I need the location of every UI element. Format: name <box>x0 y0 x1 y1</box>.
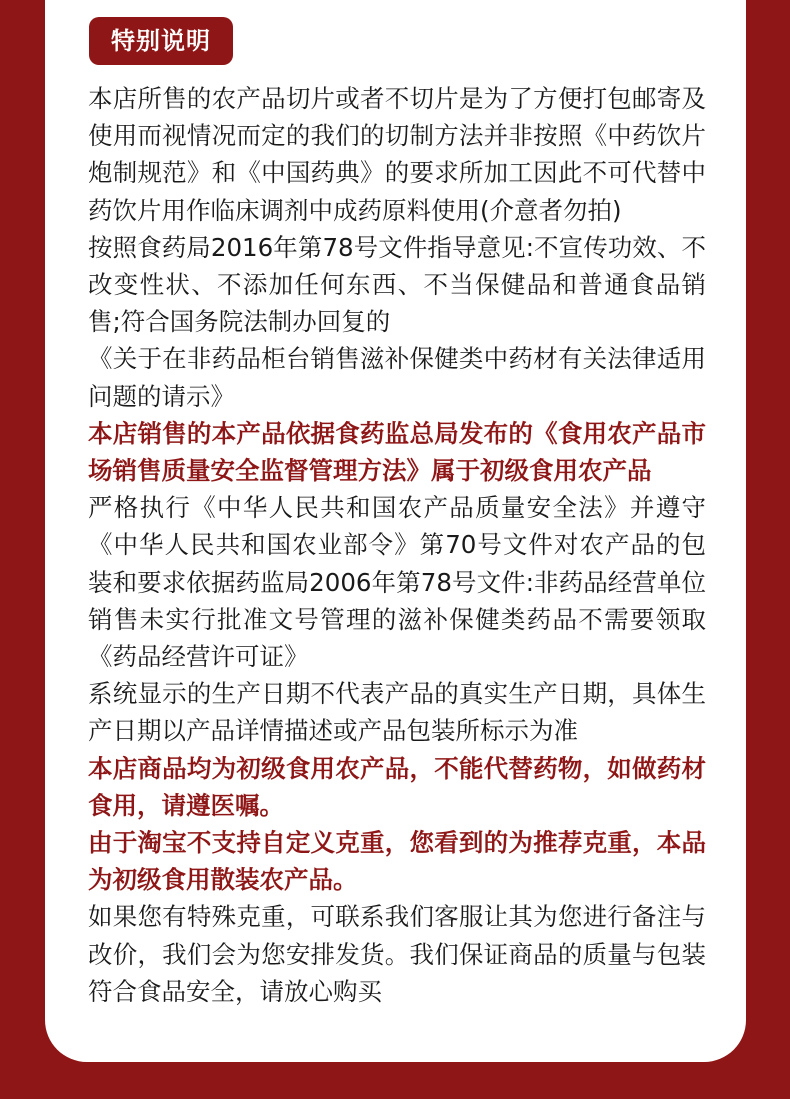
paragraph-not-medicine: 本店商品均为初级食用农产品，不能代替药物，如做药材食用，请遵医嘱。 <box>88 753 706 820</box>
paragraph-custom-weight: 如果您有特殊克重，可联系我们客服让其为您进行备注与改价，我们会为您安排发货。我们保证商品的质量与包装符合食品安全，请放心购买 <box>88 902 706 1006</box>
paragraph-law-compliance: 严格执行《中华人民共和国农产品质量安全法》并遵守《中华人民共和国农业部令》第70号文件对农产品的包装和要求依据药监局2006年第78号文件:非药品经营单位销售未实行批准文号管理的滋补保健类药品不需要领取《药品经营许可证》 <box>88 493 706 672</box>
paragraph-slicing-note: 本店所售的农产品切片或者不切片是为了方便打包邮寄及使用而视情况而定的我们的切制方法并非按照《中药饮片炮制规范》和《中国药典》的要求所加工因此不可代替中药饮片用作临床调剂中成药原料使用(介意者勿拍) <box>88 84 706 225</box>
section-title-badge: 特别说明 <box>89 17 233 65</box>
notice-content <box>88 80 706 1010</box>
paragraph-request-title: 《关于在非药品柜台销售滋补保健类中药材有关法律适用问题的请示》 <box>88 344 706 411</box>
paragraph-production-date: 系统显示的生产日期不代表产品的真实生产日期，具体生产日期以产品详情描述或产品包装所标示为准 <box>88 679 706 746</box>
paragraph-regulation-guidance: 按照食药局2016年第78号文件指导意见:不宣传功效、不改变性状、不添加任何东西、不当保健品和普通食品销售;符合国务院法制办回复的 <box>88 232 706 337</box>
paragraph-primary-product-basis: 本店销售的本产品依据食药监总局发布的《食用农产品市场销售质量安全监督管理方法》属于初级食用农产品 <box>88 418 706 486</box>
paragraph-weight-note: 由于淘宝不支持自定义克重，您看到的为推荐克重，本品为初级食用散装农产品。 <box>88 828 706 895</box>
